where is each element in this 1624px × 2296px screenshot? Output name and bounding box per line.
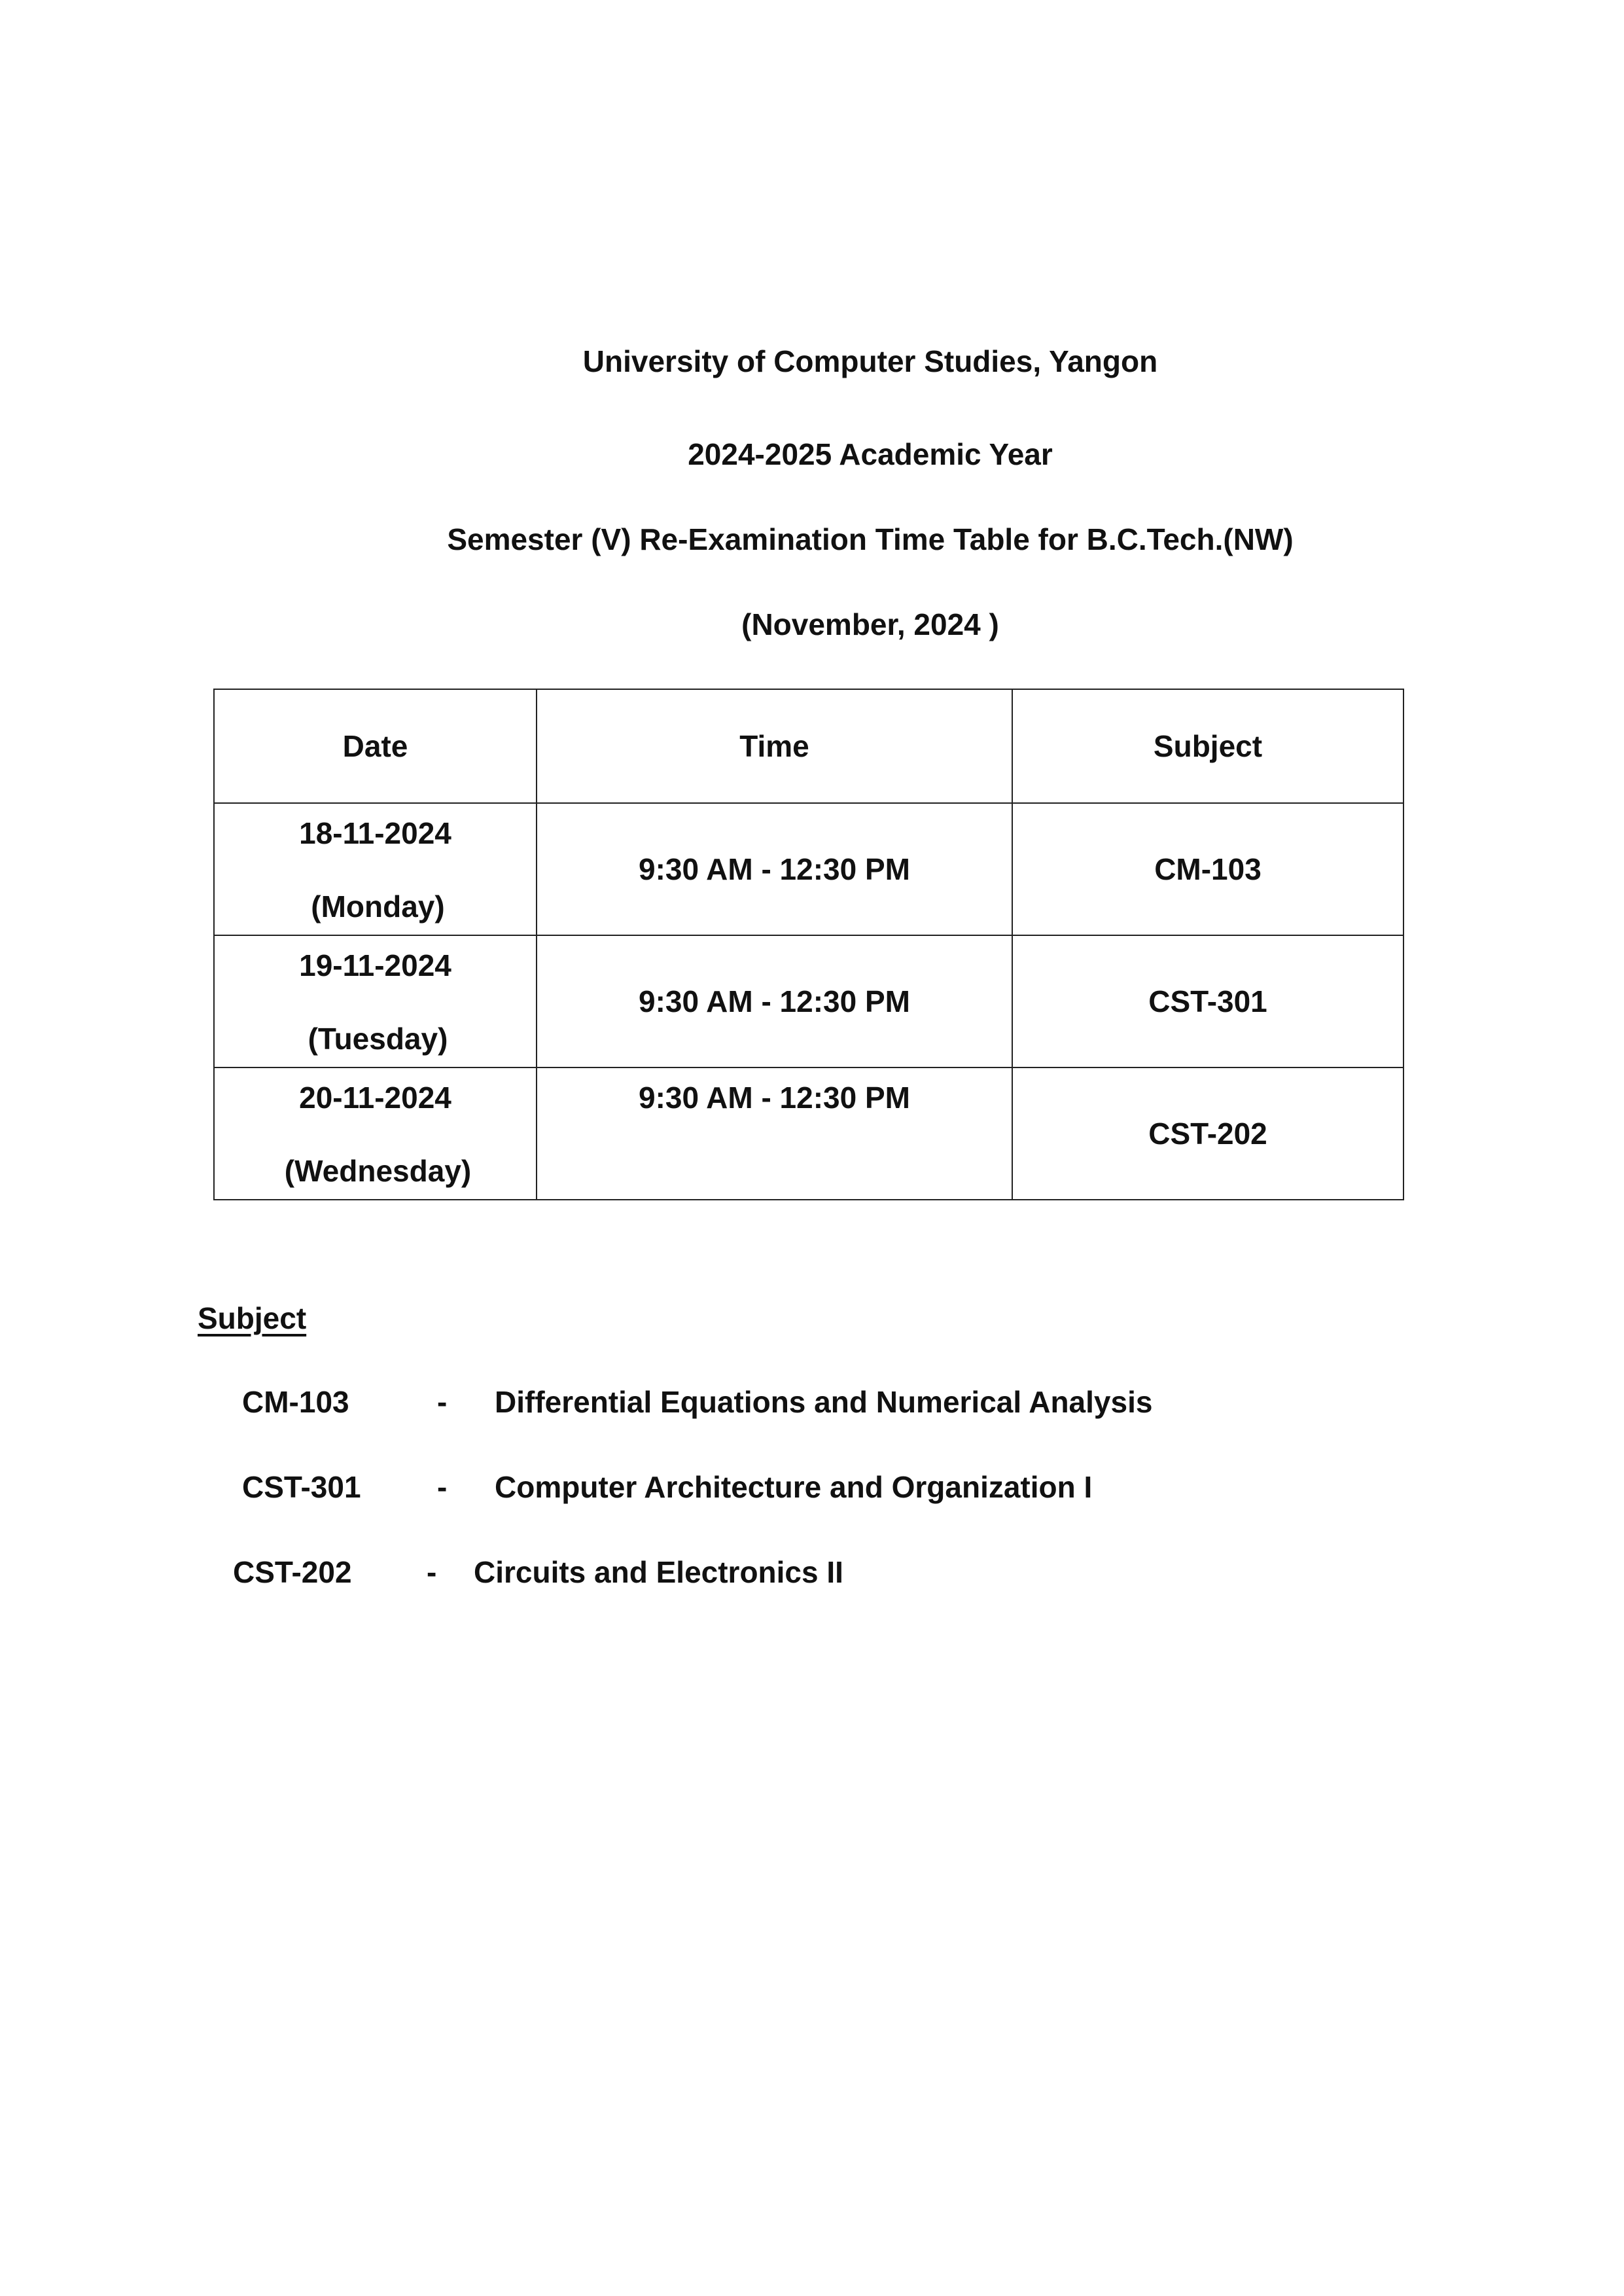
legend-dash: - bbox=[427, 1555, 437, 1589]
table-row bbox=[214, 1067, 1403, 1200]
exam-day: (Tuesday) bbox=[308, 1022, 448, 1056]
exam-subject: CST-202 bbox=[1012, 1067, 1403, 1200]
timetable-title: Semester (V) Re-Examination Time Table for B.C.Tech.(NW) bbox=[447, 522, 1294, 556]
date-cell bbox=[214, 803, 537, 935]
legend-item bbox=[0, 1552, 1624, 1592]
legend-code: CST-202 bbox=[233, 1555, 352, 1589]
legend-subject-name: Circuits and Electronics II bbox=[474, 1555, 843, 1589]
legend-code: CM-103 bbox=[242, 1385, 349, 1419]
table-row bbox=[214, 803, 1403, 935]
exam-subject: CST-301 bbox=[1012, 935, 1403, 1067]
academic-year: 2024-2025 Academic Year bbox=[688, 437, 1053, 471]
legend-subject-name: Differential Equations and Numerical Analysis bbox=[495, 1385, 1153, 1419]
exam-date: 20-11-2024 bbox=[299, 1081, 451, 1115]
column-header-time: Time bbox=[537, 689, 1012, 803]
legend-subject-name: Computer Architecture and Organization I bbox=[495, 1470, 1093, 1504]
exam-date: 18-11-2024 bbox=[299, 816, 451, 850]
exam-time-cell bbox=[537, 1067, 1012, 1200]
exam-day: (Wednesday) bbox=[284, 1154, 472, 1188]
exam-month: (November, 2024 ) bbox=[741, 607, 999, 641]
date-cell bbox=[214, 1067, 537, 1200]
exam-timetable bbox=[213, 689, 1404, 1200]
column-header-date: Date bbox=[214, 689, 537, 803]
exam-time: 9:30 AM - 12:30 PM bbox=[639, 1081, 910, 1115]
table-row bbox=[214, 935, 1403, 1067]
university-name: University of Computer Studies, Yangon bbox=[582, 344, 1158, 378]
exam-time: 9:30 AM - 12:30 PM bbox=[537, 803, 1012, 935]
legend-code: CST-301 bbox=[242, 1470, 361, 1504]
date-cell bbox=[214, 935, 537, 1067]
legend-dash: - bbox=[437, 1470, 448, 1504]
legend-item bbox=[0, 1467, 1624, 1507]
table-header-row bbox=[214, 689, 1403, 803]
legend-item bbox=[0, 1382, 1624, 1422]
exam-day: (Monday) bbox=[311, 889, 445, 924]
legend-dash: - bbox=[437, 1385, 448, 1419]
exam-subject: CM-103 bbox=[1012, 803, 1403, 935]
exam-date: 19-11-2024 bbox=[299, 948, 451, 982]
exam-time: 9:30 AM - 12:30 PM bbox=[537, 935, 1012, 1067]
subject-legend-title: Subject bbox=[198, 1301, 307, 1335]
column-header-subject: Subject bbox=[1012, 689, 1403, 803]
